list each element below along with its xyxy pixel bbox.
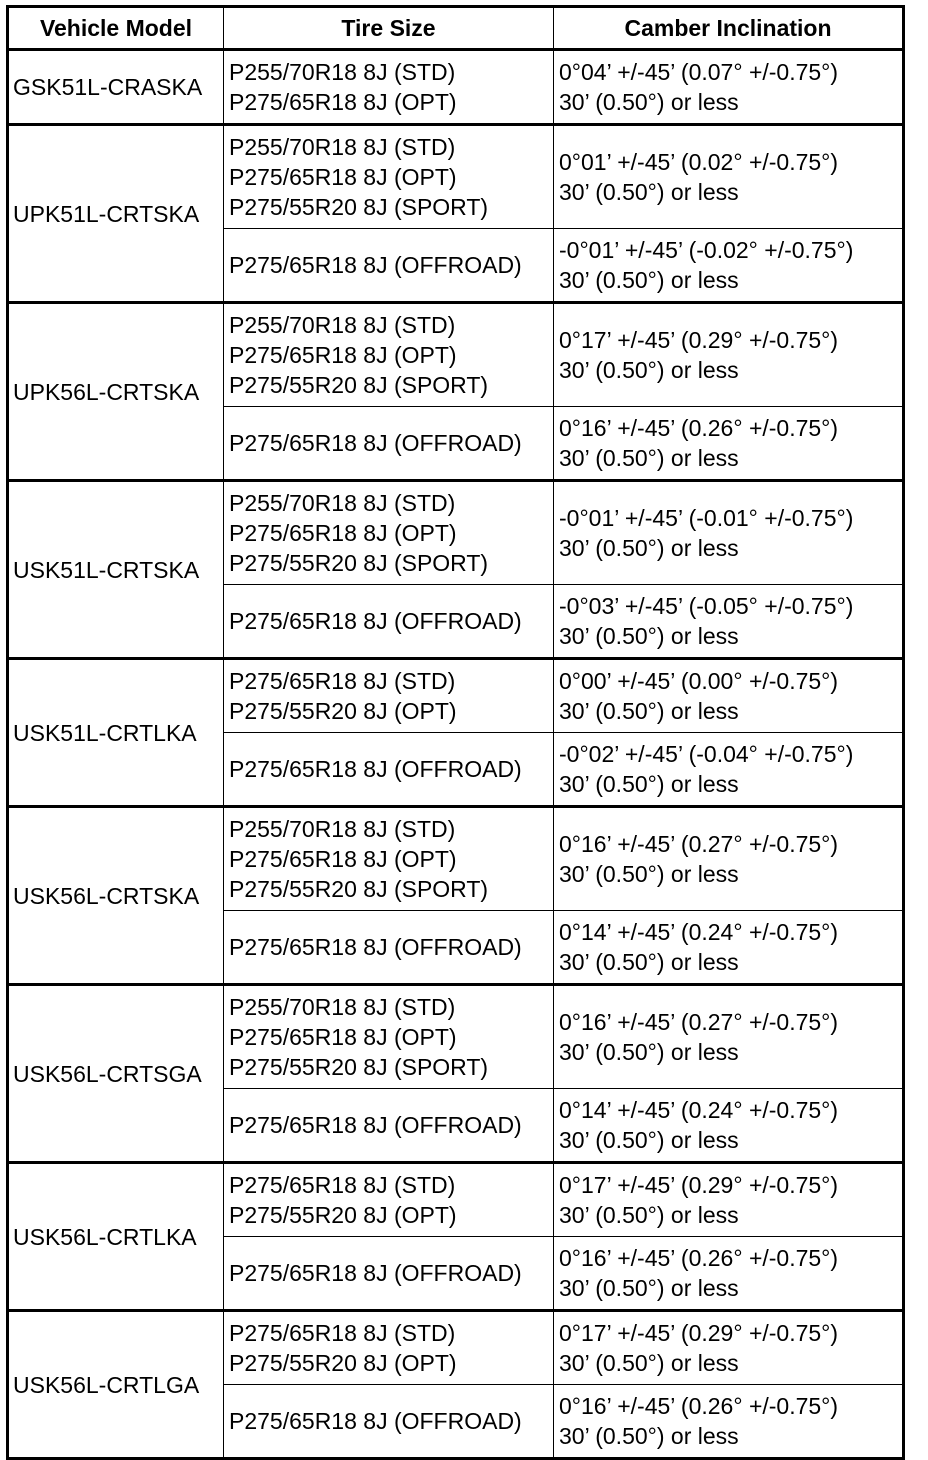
- camber-tolerance-line: 30’ (0.50°) or less: [559, 698, 739, 724]
- tire-size-line: P255/70R18 8J (STD): [229, 312, 456, 338]
- camber-value-line: 0°14’ +/-45’ (0.24° +/-0.75°): [559, 919, 839, 945]
- camber-inclination-cell: [554, 125, 904, 229]
- tire-size-line: P255/70R18 8J (STD): [229, 134, 456, 160]
- tire-size-cell: [224, 659, 554, 733]
- camber-tolerance-line: 30’ (0.50°) or less: [559, 89, 739, 115]
- camber-inclination-cell: [554, 303, 904, 407]
- tire-size-line: P255/70R18 8J (STD): [229, 59, 456, 85]
- tire-size-line: P275/55R20 8J (SPORT): [229, 372, 489, 398]
- tire-size-cell: [224, 125, 554, 229]
- camber-value-line: -0°03’ +/-45’ (-0.05° +/-0.75°): [559, 593, 854, 619]
- tire-size-cell: [224, 303, 554, 407]
- tire-size-line: P275/55R20 8J (SPORT): [229, 876, 489, 902]
- camber-value-line: -0°01’ +/-45’ (-0.01° +/-0.75°): [559, 505, 854, 531]
- vehicle-model-cell: USK51L-CRTSKA: [8, 481, 224, 659]
- tire-size-cell: [224, 985, 554, 1089]
- table-row: [8, 659, 904, 733]
- camber-tolerance-line: 30’ (0.50°) or less: [559, 949, 739, 975]
- camber-inclination-cell: [554, 911, 904, 985]
- tire-size-line: P275/65R18 8J (OPT): [229, 164, 457, 190]
- table-body: [8, 50, 904, 1459]
- camber-value-line: 0°01’ +/-45’ (0.02° +/-0.75°): [559, 149, 839, 175]
- tire-size-cell: [224, 733, 554, 807]
- tire-size-line: P275/65R18 8J (OFFROAD): [229, 934, 522, 960]
- camber-inclination-cell: [554, 229, 904, 303]
- tire-size-line: P275/65R18 8J (OFFROAD): [229, 608, 522, 634]
- vehicle-model-cell: USK56L-CRTSKA: [8, 807, 224, 985]
- camber-value-line: 0°16’ +/-45’ (0.26° +/-0.75°): [559, 1245, 839, 1271]
- tire-size-cell: [224, 911, 554, 985]
- camber-spec-table: [6, 5, 905, 1460]
- table-row: [8, 807, 904, 911]
- camber-tolerance-line: 30’ (0.50°) or less: [559, 861, 739, 887]
- table-row: [8, 481, 904, 585]
- tire-size-line: P275/55R20 8J (OPT): [229, 698, 457, 724]
- tire-size-line: P275/65R18 8J (OPT): [229, 520, 457, 546]
- camber-tolerance-line: 30’ (0.50°) or less: [559, 445, 739, 471]
- tire-size-cell: [224, 407, 554, 481]
- camber-tolerance-line: 30’ (0.50°) or less: [559, 1275, 739, 1301]
- vehicle-model-cell: UPK51L-CRTSKA: [8, 125, 224, 303]
- camber-tolerance-line: 30’ (0.50°) or less: [559, 179, 739, 205]
- camber-tolerance-line: 30’ (0.50°) or less: [559, 1039, 739, 1065]
- camber-inclination-cell: [554, 1237, 904, 1311]
- camber-value-line: 0°16’ +/-45’ (0.26° +/-0.75°): [559, 1393, 839, 1419]
- tire-size-line: P275/65R18 8J (STD): [229, 1172, 456, 1198]
- camber-tolerance-line: 30’ (0.50°) or less: [559, 1350, 739, 1376]
- header-camber-inclination: Camber Inclination: [554, 7, 904, 50]
- camber-value-line: -0°01’ +/-45’ (-0.02° +/-0.75°): [559, 237, 854, 263]
- tire-size-line: P275/65R18 8J (OPT): [229, 342, 457, 368]
- tire-size-cell: [224, 481, 554, 585]
- camber-tolerance-line: 30’ (0.50°) or less: [559, 623, 739, 649]
- tire-size-cell: [224, 585, 554, 659]
- tire-size-line: P275/65R18 8J (OPT): [229, 846, 457, 872]
- camber-value-line: -0°02’ +/-45’ (-0.04° +/-0.75°): [559, 741, 854, 767]
- tire-size-cell: [224, 1163, 554, 1237]
- tire-size-line: P275/55R20 8J (OPT): [229, 1350, 457, 1376]
- table-row: [8, 985, 904, 1089]
- tire-size-line: P275/65R18 8J (STD): [229, 668, 456, 694]
- tire-size-line: P275/65R18 8J (OFFROAD): [229, 1260, 522, 1286]
- tire-size-line: P275/65R18 8J (OFFROAD): [229, 1112, 522, 1138]
- tire-size-line: P275/55R20 8J (OPT): [229, 1202, 457, 1228]
- camber-inclination-cell: [554, 407, 904, 481]
- tire-size-cell: [224, 1237, 554, 1311]
- table-row: [8, 1311, 904, 1385]
- vehicle-model-cell: USK56L-CRTSGA: [8, 985, 224, 1163]
- camber-inclination-cell: [554, 985, 904, 1089]
- camber-tolerance-line: 30’ (0.50°) or less: [559, 1423, 739, 1449]
- tire-size-line: P275/65R18 8J (OFFROAD): [229, 252, 522, 278]
- tire-size-cell: [224, 1089, 554, 1163]
- tire-size-line: P275/65R18 8J (OPT): [229, 89, 457, 115]
- tire-size-line: P275/55R20 8J (SPORT): [229, 550, 489, 576]
- camber-value-line: 0°16’ +/-45’ (0.27° +/-0.75°): [559, 1009, 839, 1035]
- header-row: [8, 7, 904, 50]
- tire-size-cell: [224, 1385, 554, 1459]
- vehicle-model-cell: USK56L-CRTLGA: [8, 1311, 224, 1459]
- tire-size-line: P275/65R18 8J (OFFROAD): [229, 1408, 522, 1434]
- tire-size-cell: [224, 1311, 554, 1385]
- tire-size-line: P255/70R18 8J (STD): [229, 490, 456, 516]
- camber-inclination-cell: [554, 1311, 904, 1385]
- tire-size-cell: [224, 50, 554, 125]
- header-tire-size: Tire Size: [224, 7, 554, 50]
- camber-inclination-cell: [554, 807, 904, 911]
- table-header: [8, 7, 904, 50]
- camber-inclination-cell: [554, 481, 904, 585]
- tire-size-line: P275/65R18 8J (OFFROAD): [229, 430, 522, 456]
- camber-tolerance-line: 30’ (0.50°) or less: [559, 535, 739, 561]
- table-row: [8, 303, 904, 407]
- table-row: [8, 50, 904, 125]
- tire-size-line: P255/70R18 8J (STD): [229, 994, 456, 1020]
- camber-value-line: 0°04’ +/-45’ (0.07° +/-0.75°): [559, 59, 839, 85]
- camber-inclination-cell: [554, 50, 904, 125]
- header-vehicle-model: Vehicle Model: [8, 7, 224, 50]
- table-row: [8, 1163, 904, 1237]
- camber-value-line: 0°16’ +/-45’ (0.26° +/-0.75°): [559, 415, 839, 441]
- vehicle-model-cell: USK56L-CRTLKA: [8, 1163, 224, 1311]
- camber-inclination-cell: [554, 1385, 904, 1459]
- tire-size-line: P275/65R18 8J (OFFROAD): [229, 756, 522, 782]
- table-row: [8, 125, 904, 229]
- camber-inclination-cell: [554, 659, 904, 733]
- camber-inclination-cell: [554, 585, 904, 659]
- camber-value-line: 0°16’ +/-45’ (0.27° +/-0.75°): [559, 831, 839, 857]
- camber-tolerance-line: 30’ (0.50°) or less: [559, 267, 739, 293]
- camber-tolerance-line: 30’ (0.50°) or less: [559, 1127, 739, 1153]
- vehicle-model-cell: USK51L-CRTLKA: [8, 659, 224, 807]
- tire-size-cell: [224, 229, 554, 303]
- tire-size-line: P275/65R18 8J (OPT): [229, 1024, 457, 1050]
- camber-value-line: 0°17’ +/-45’ (0.29° +/-0.75°): [559, 327, 839, 353]
- tire-size-cell: [224, 807, 554, 911]
- camber-value-line: 0°17’ +/-45’ (0.29° +/-0.75°): [559, 1320, 839, 1346]
- tire-size-line: P255/70R18 8J (STD): [229, 816, 456, 842]
- tire-size-line: P275/65R18 8J (STD): [229, 1320, 456, 1346]
- camber-value-line: 0°17’ +/-45’ (0.29° +/-0.75°): [559, 1172, 839, 1198]
- camber-inclination-cell: [554, 733, 904, 807]
- vehicle-model-cell: GSK51L-CRASKA: [8, 50, 224, 125]
- camber-inclination-cell: [554, 1089, 904, 1163]
- camber-value-line: 0°00’ +/-45’ (0.00° +/-0.75°): [559, 668, 839, 694]
- tire-size-line: P275/55R20 8J (SPORT): [229, 194, 489, 220]
- camber-value-line: 0°14’ +/-45’ (0.24° +/-0.75°): [559, 1097, 839, 1123]
- camber-tolerance-line: 30’ (0.50°) or less: [559, 357, 739, 383]
- camber-tolerance-line: 30’ (0.50°) or less: [559, 1202, 739, 1228]
- camber-tolerance-line: 30’ (0.50°) or less: [559, 771, 739, 797]
- vehicle-model-cell: UPK56L-CRTSKA: [8, 303, 224, 481]
- tire-size-line: P275/55R20 8J (SPORT): [229, 1054, 489, 1080]
- camber-inclination-cell: [554, 1163, 904, 1237]
